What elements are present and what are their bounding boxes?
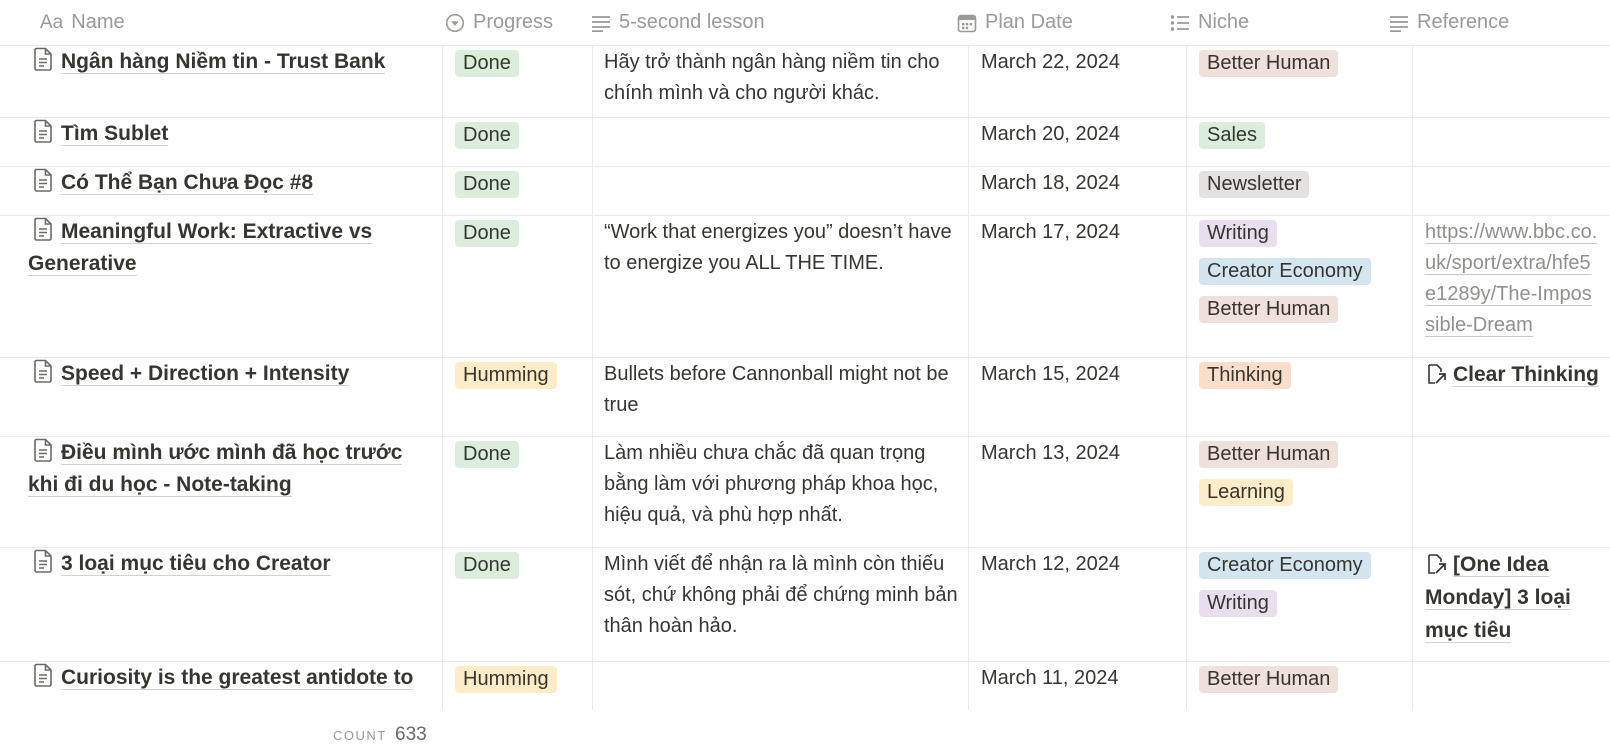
page-title-link[interactable]: 3 loại mục tiêu cho Creator bbox=[28, 548, 430, 580]
progress-status-tag[interactable]: Humming bbox=[455, 362, 557, 389]
page-link-icon bbox=[1425, 363, 1447, 385]
lesson-text[interactable]: “Work that energizes you” doesn’t have to energize you ALL THE TIME. bbox=[604, 221, 952, 274]
column-divider bbox=[1186, 45, 1187, 710]
table-row[interactable] bbox=[0, 548, 1610, 662]
niche-tag: Better Human bbox=[1199, 441, 1338, 468]
page-icon bbox=[33, 168, 53, 192]
plan-date[interactable]: March 15, 2024 bbox=[981, 363, 1120, 385]
table-row[interactable] bbox=[0, 437, 1610, 548]
text-property-icon: Aa bbox=[40, 11, 64, 33]
column-divider bbox=[968, 45, 969, 710]
page-title-link[interactable]: Speed + Direction + Intensity bbox=[28, 358, 430, 390]
reference-page-link[interactable]: [One Idea Monday] 3 loại mục tiêu bbox=[1425, 553, 1571, 642]
reference-page-link[interactable]: Clear Thinking bbox=[1425, 358, 1599, 391]
page-icon bbox=[33, 217, 53, 241]
table-row[interactable] bbox=[0, 167, 1610, 216]
page-title-link[interactable]: Tìm Sublet bbox=[28, 118, 430, 150]
calendar-icon bbox=[957, 13, 977, 33]
plan-date[interactable]: March 18, 2024 bbox=[981, 172, 1120, 194]
plan-date[interactable]: March 13, 2024 bbox=[981, 442, 1120, 464]
lesson-text[interactable]: Mình viết để nhận ra là mình còn thiếu sót, chứ không phải để chứng minh bản thân hoàn hảo. bbox=[604, 553, 958, 637]
text-lines-icon bbox=[591, 14, 611, 32]
progress-status-tag[interactable]: Done bbox=[455, 122, 519, 149]
niche-tag: Sales bbox=[1199, 122, 1265, 149]
plan-date[interactable]: March 12, 2024 bbox=[981, 553, 1120, 575]
table-footer bbox=[0, 711, 1610, 745]
column-divider bbox=[442, 45, 443, 710]
niche-tag: Newsletter bbox=[1199, 171, 1309, 198]
count-value: 633 bbox=[395, 724, 427, 745]
plan-date[interactable]: March 17, 2024 bbox=[981, 221, 1120, 243]
lesson-text[interactable]: Làm nhiều chưa chắc đã quan trọng bằng làm với phương pháp khoa học, hiệu quả, và phù hợp nhất. bbox=[604, 442, 939, 526]
page-title-link[interactable]: Điều mình ước mình đã học trước khi đi du học - Note-taking bbox=[28, 437, 430, 501]
page-icon bbox=[33, 47, 53, 71]
progress-status-tag[interactable]: Done bbox=[455, 552, 519, 579]
progress-status-tag[interactable]: Humming bbox=[455, 666, 557, 693]
niche-tags[interactable] bbox=[1199, 50, 1338, 88]
count-label: COUNT bbox=[333, 728, 387, 743]
page-link-icon bbox=[1425, 553, 1447, 575]
plan-date[interactable]: March 20, 2024 bbox=[981, 123, 1120, 145]
niche-tags[interactable] bbox=[1199, 552, 1371, 628]
progress-status-tag[interactable]: Done bbox=[455, 220, 519, 247]
text-lines-icon bbox=[1389, 14, 1409, 32]
page-icon bbox=[33, 663, 53, 687]
table-row[interactable] bbox=[0, 118, 1610, 167]
page-icon bbox=[33, 438, 53, 462]
progress-status-tag[interactable]: Done bbox=[455, 441, 519, 468]
niche-tags[interactable] bbox=[1199, 441, 1338, 517]
page-title-link[interactable]: Meaningful Work: Extractive vs Generative bbox=[28, 216, 430, 280]
column-header-plan-date[interactable]: Plan Date bbox=[957, 0, 1073, 45]
page-title-link[interactable]: Curiosity is the greatest antidote to bbox=[28, 662, 430, 694]
plan-date[interactable]: March 22, 2024 bbox=[981, 51, 1120, 73]
niche-tag: Writing bbox=[1199, 590, 1277, 617]
page-icon bbox=[33, 119, 53, 143]
lesson-text[interactable]: Hãy trở thành ngân hàng niềm tin cho chính mình và cho người khác. bbox=[604, 51, 940, 104]
niche-tags[interactable] bbox=[1199, 220, 1371, 334]
niche-tag: Better Human bbox=[1199, 50, 1338, 77]
niche-tag: Learning bbox=[1199, 479, 1293, 506]
niche-tag: Creator Economy bbox=[1199, 552, 1371, 579]
table-row[interactable] bbox=[0, 358, 1610, 437]
table-row[interactable] bbox=[0, 46, 1610, 118]
column-divider bbox=[592, 45, 593, 710]
page-icon bbox=[33, 359, 53, 383]
page-title-link[interactable]: Có Thể Bạn Chưa Đọc #8 bbox=[28, 167, 430, 199]
niche-tag: Writing bbox=[1199, 220, 1277, 247]
table-header bbox=[0, 0, 1610, 46]
niche-tag: Thinking bbox=[1199, 362, 1291, 389]
lesson-text[interactable]: Bullets before Cannonball might not be true bbox=[604, 363, 949, 416]
column-header-reference[interactable]: Reference bbox=[1389, 0, 1509, 45]
niche-tags[interactable] bbox=[1199, 171, 1309, 209]
column-header-name[interactable]: Aa Name bbox=[40, 11, 125, 33]
table-row[interactable] bbox=[0, 216, 1610, 358]
niche-tags[interactable] bbox=[1199, 122, 1265, 160]
reference-url-link[interactable]: https://www.bbc.co.uk/sport/extra/hfe5e1289y/The-Impossible-Dream bbox=[1425, 221, 1598, 336]
niche-tag: Better Human bbox=[1199, 666, 1338, 693]
status-icon bbox=[445, 13, 465, 33]
page-icon bbox=[33, 549, 53, 573]
column-header-lesson[interactable]: 5-second lesson bbox=[591, 0, 765, 45]
niche-tags[interactable] bbox=[1199, 666, 1338, 704]
niche-tag: Better Human bbox=[1199, 296, 1338, 323]
column-header-progress[interactable]: Progress bbox=[445, 0, 553, 45]
progress-status-tag[interactable]: Done bbox=[455, 50, 519, 77]
column-header-niche[interactable]: Niche bbox=[1170, 0, 1249, 45]
progress-status-tag[interactable]: Done bbox=[455, 171, 519, 198]
multi-select-icon bbox=[1170, 14, 1190, 32]
page-title-link[interactable]: Ngân hàng Niềm tin - Trust Bank bbox=[28, 46, 430, 78]
niche-tag: Creator Economy bbox=[1199, 258, 1371, 285]
niche-tags[interactable] bbox=[1199, 362, 1291, 400]
plan-date[interactable]: March 11, 2024 bbox=[981, 667, 1119, 689]
column-divider bbox=[1412, 45, 1413, 710]
